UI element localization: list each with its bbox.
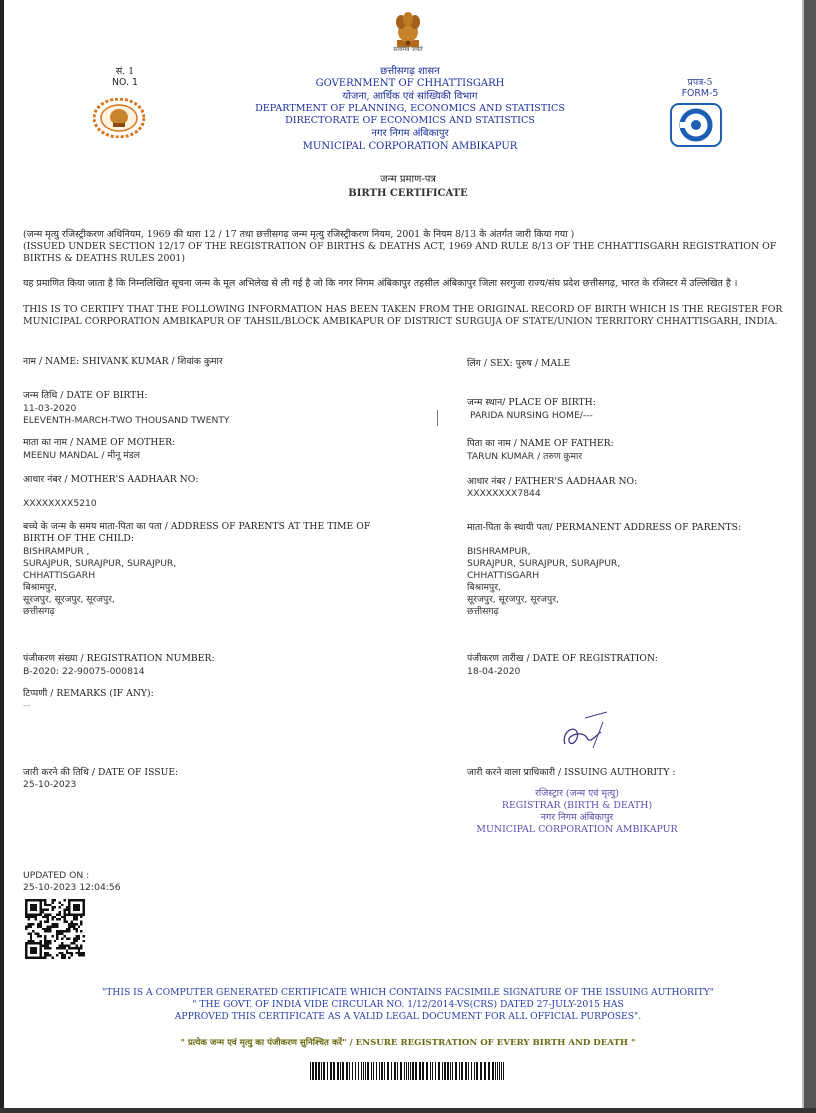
- footer-notice: [40, 987, 776, 1023]
- qr-code-icon: [25, 899, 85, 959]
- permanent-address-line: CHHATTISGARH: [467, 570, 540, 581]
- birth-address-label: [23, 521, 453, 545]
- registration-date-label: पंजीकरण तारीख / DATE OF REGISTRATION:: [467, 653, 658, 664]
- title-hindi: जन्म प्रमाण-पत्र: [380, 174, 436, 185]
- registration-number-label: पंजीकरण संख्या / REGISTRATION NUMBER:: [23, 653, 215, 664]
- issue-date-label: जारी करने की तिथि / DATE OF ISSUE:: [23, 767, 179, 778]
- birth-address: [23, 546, 443, 618]
- registrar-stamp: [452, 788, 702, 836]
- permanent-address-line: SURAJPUR, SURAJPUR, SURAJPUR,: [467, 558, 621, 569]
- dob-value: 11-03-2020: [23, 403, 77, 414]
- form-no-hindi: प्रपत्र-5: [687, 77, 713, 88]
- footer-line-3: APPROVED THIS CERTIFICATE AS A VALID LEGAL DOCUMENT FOR ALL OFFICIAL PURPOSES".: [174, 1011, 642, 1022]
- sex-value: पुरुष / MALE: [515, 358, 571, 369]
- pob-label: जन्म स्थान/ PLACE OF BIRTH:: [467, 397, 596, 408]
- dob-words: ELEVENTH-MARCH-TWO THOUSAND TWENTY: [23, 415, 230, 426]
- gov-title: GOVERNMENT OF CHHATTISGARH: [315, 78, 505, 89]
- issue-date-value: 25-10-2023: [23, 779, 77, 790]
- father-name-value: TARUN KUMAR / तरुण कुमार: [467, 451, 583, 462]
- remarks-label: टिप्पणी / REMARKS (IF ANY):: [23, 688, 154, 699]
- sex-label: लिंग / SEX:: [467, 358, 513, 369]
- father-aadhaar-value: XXXXXXXX7844: [467, 488, 541, 499]
- registration-date-value: 18-04-2020: [467, 666, 521, 677]
- child-name-row: [23, 356, 443, 368]
- issued-note-hindi: (जन्म मृत्यु रजिस्ट्रीकरण अधिनियम, 1969 की धारा 12 / 17 तथा छत्तीसगढ़ जन्म मृत्यु रजिस्ट्रीकरण नियम, 2001 के नियम 8/13 के अंतर्गत जारी किया गया ): [23, 229, 575, 240]
- gov-title-hindi: छत्तीसगढ़ शासन: [380, 66, 440, 77]
- page-edge-left: [0, 0, 4, 1113]
- certify-note-hindi: यह प्रमाणित किया जाता है कि निम्नलिखित सूचना जन्म के मूल अभिलेख से ली गई है जो कि नगर निगम अंबिकापुर तहसील अंबिकापुर जिला सरगुजा राज्य/संघ प्रदेश छत्तीसगढ़, भारत के रजिस्टर में उल्लिखित है ।: [23, 278, 738, 289]
- registrar-title-hindi: रजिस्ट्रार (जन्म एवं मृत्यु): [535, 788, 619, 799]
- mother-name-value: MEENU MANDAL / मीनू मंडल: [23, 450, 140, 461]
- child-name-label: नाम / NAME:: [23, 356, 80, 367]
- registration-number-value: B-2020: 22-90075-000814: [23, 666, 145, 677]
- mother-name-label: माता का नाम / NAME OF MOTHER:: [23, 437, 176, 448]
- page-title: BIRTH CERTIFICATE: [348, 188, 468, 199]
- cert-no: NO. 1: [112, 77, 138, 88]
- page-edge-right-inner: [802, 0, 804, 1113]
- dept-title-hindi: योजना, आर्थिक एवं सांख्यिकी विभाग: [342, 91, 478, 102]
- registrar-muni: MUNICIPAL CORPORATION AMBIKAPUR: [476, 824, 678, 835]
- chhattisgarh-seal-icon: [93, 98, 145, 138]
- muni-title: MUNICIPAL CORPORATION AMBIKAPUR: [302, 141, 518, 152]
- issuing-authority-label: जारी करने वाला प्राधिकारी / ISSUING AUTHORITY :: [467, 767, 676, 778]
- page-edge-bottom: [0, 1108, 816, 1113]
- permanent-address: [467, 546, 787, 618]
- updated-value: 25-10-2023 12:04:56: [23, 882, 121, 893]
- registrar-muni-hindi: नगर निगम अंबिकापुर: [540, 812, 614, 823]
- sex-row: [467, 358, 787, 370]
- birth-address-line: बिश्रामपुर,: [23, 582, 57, 593]
- permanent-address-line: BISHRAMPUR,: [467, 546, 531, 557]
- mother-aadhaar-value: XXXXXXXX5210: [23, 498, 97, 509]
- issued-note: (ISSUED UNDER SECTION 12/17 OF THE REGISTRATION OF BIRTHS & DEATHS ACT, 1969 AND RULE 8/13 OF THE CHHATTISGARH REGISTRATION OF BIRTHS & DEATHS RULES 2001): [23, 241, 777, 265]
- pob-value: PARIDA NURSING HOME/---: [470, 410, 593, 421]
- form-no: FORM-5: [681, 88, 719, 99]
- footer-line-1: "THIS IS A COMPUTER GENERATED CERTIFICATE WHICH CONTAINS FACSIMILE SIGNATURE OF THE ISSUING AUTHORITY": [101, 987, 715, 998]
- updated-label: UPDATED ON :: [23, 870, 90, 881]
- footer-slogan: " प्रत्येक जन्म एवं मृत्यु का पंजीकरण सुनिश्चित करें" / ENSURE REGISTRATION OF EVERY BIRTH AND DEATH ": [180, 1038, 636, 1048]
- birth-address-line: CHHATTISGARH: [23, 570, 96, 581]
- divider-tick: [437, 410, 438, 426]
- birth-address-line: SURAJPUR, SURAJPUR, SURAJPUR,: [23, 558, 177, 569]
- directorate-title: DIRECTORATE OF ECONOMICS AND STATISTICS: [285, 115, 535, 126]
- father-aadhaar-label: आधार नंबर / FATHER'S AADHAAR NO:: [467, 476, 638, 487]
- emblem-motto: सत्यमेव जयते: [393, 46, 423, 53]
- father-name-label: पिता का नाम / NAME OF FATHER:: [467, 438, 614, 449]
- remarks-value: ---: [23, 702, 31, 710]
- birth-address-line: सूरजपुर, सूरजपुर, सूरजपुर,: [23, 594, 115, 605]
- crs-logo-icon: [670, 103, 722, 147]
- permanent-address-line: बिश्रामपुर,: [467, 582, 501, 593]
- mother-aadhaar-label: आधार नंबर / MOTHER'S AADHAAR NO:: [23, 474, 199, 485]
- permanent-address-line: सूरजपुर, सूरजपुर, सूरजपुर,: [467, 594, 559, 605]
- permanent-address-label: माता-पिता के स्थायी पता/ PERMANENT ADDRESS OF PARENTS:: [467, 522, 742, 533]
- birth-address-line: छत्तीसगढ़: [23, 606, 55, 617]
- muni-title-hindi: नगर निगम अंबिकापुर: [371, 128, 449, 139]
- cert-no-hindi: सं. 1: [115, 66, 135, 77]
- page-edge-right: [804, 0, 816, 1113]
- birth-address-label-line2: BIRTH OF THE CHILD:: [23, 533, 134, 544]
- registrar-title: REGISTRAR (BIRTH & DEATH): [501, 800, 653, 811]
- signature-icon: [555, 708, 615, 756]
- permanent-address-line: छत्तीसगढ़: [467, 606, 499, 617]
- footer-line-2: " THE GOVT. OF INDIA VIDE CIRCULAR NO. 1/12/2014-VS(CRS) DATED 27-JULY-2015 HAS: [192, 999, 624, 1010]
- certify-note: THIS IS TO CERTIFY THAT THE FOLLOWING INFORMATION HAS BEEN TAKEN FROM THE ORIGINAL RECORD OF BIRTH WHICH IS THE REGISTER FOR MUNICIPAL CORPORATION AMBIKAPUR OF TAHSIL/BLOCK AMBIKAPUR OF DISTRICT SURGUJA OF STATE/UNION TERRITORY CHHATTISGARH, INDIA.: [23, 304, 783, 328]
- birth-address-line: BISHRAMPUR ,: [23, 546, 90, 557]
- dept-title: DEPARTMENT OF PLANNING, ECONOMICS AND STATISTICS: [255, 103, 565, 114]
- birth-address-label-line1: बच्चे के जन्म के समय माता-पिता का पता / ADDRESS OF PARENTS AT THE TIME OF: [23, 521, 371, 532]
- barcode-icon: [310, 1062, 506, 1080]
- dob-label: जन्म तिथि / DATE OF BIRTH:: [23, 390, 148, 401]
- child-name-value: SHIVANK KUMAR / शिवांक कुमार: [82, 356, 223, 367]
